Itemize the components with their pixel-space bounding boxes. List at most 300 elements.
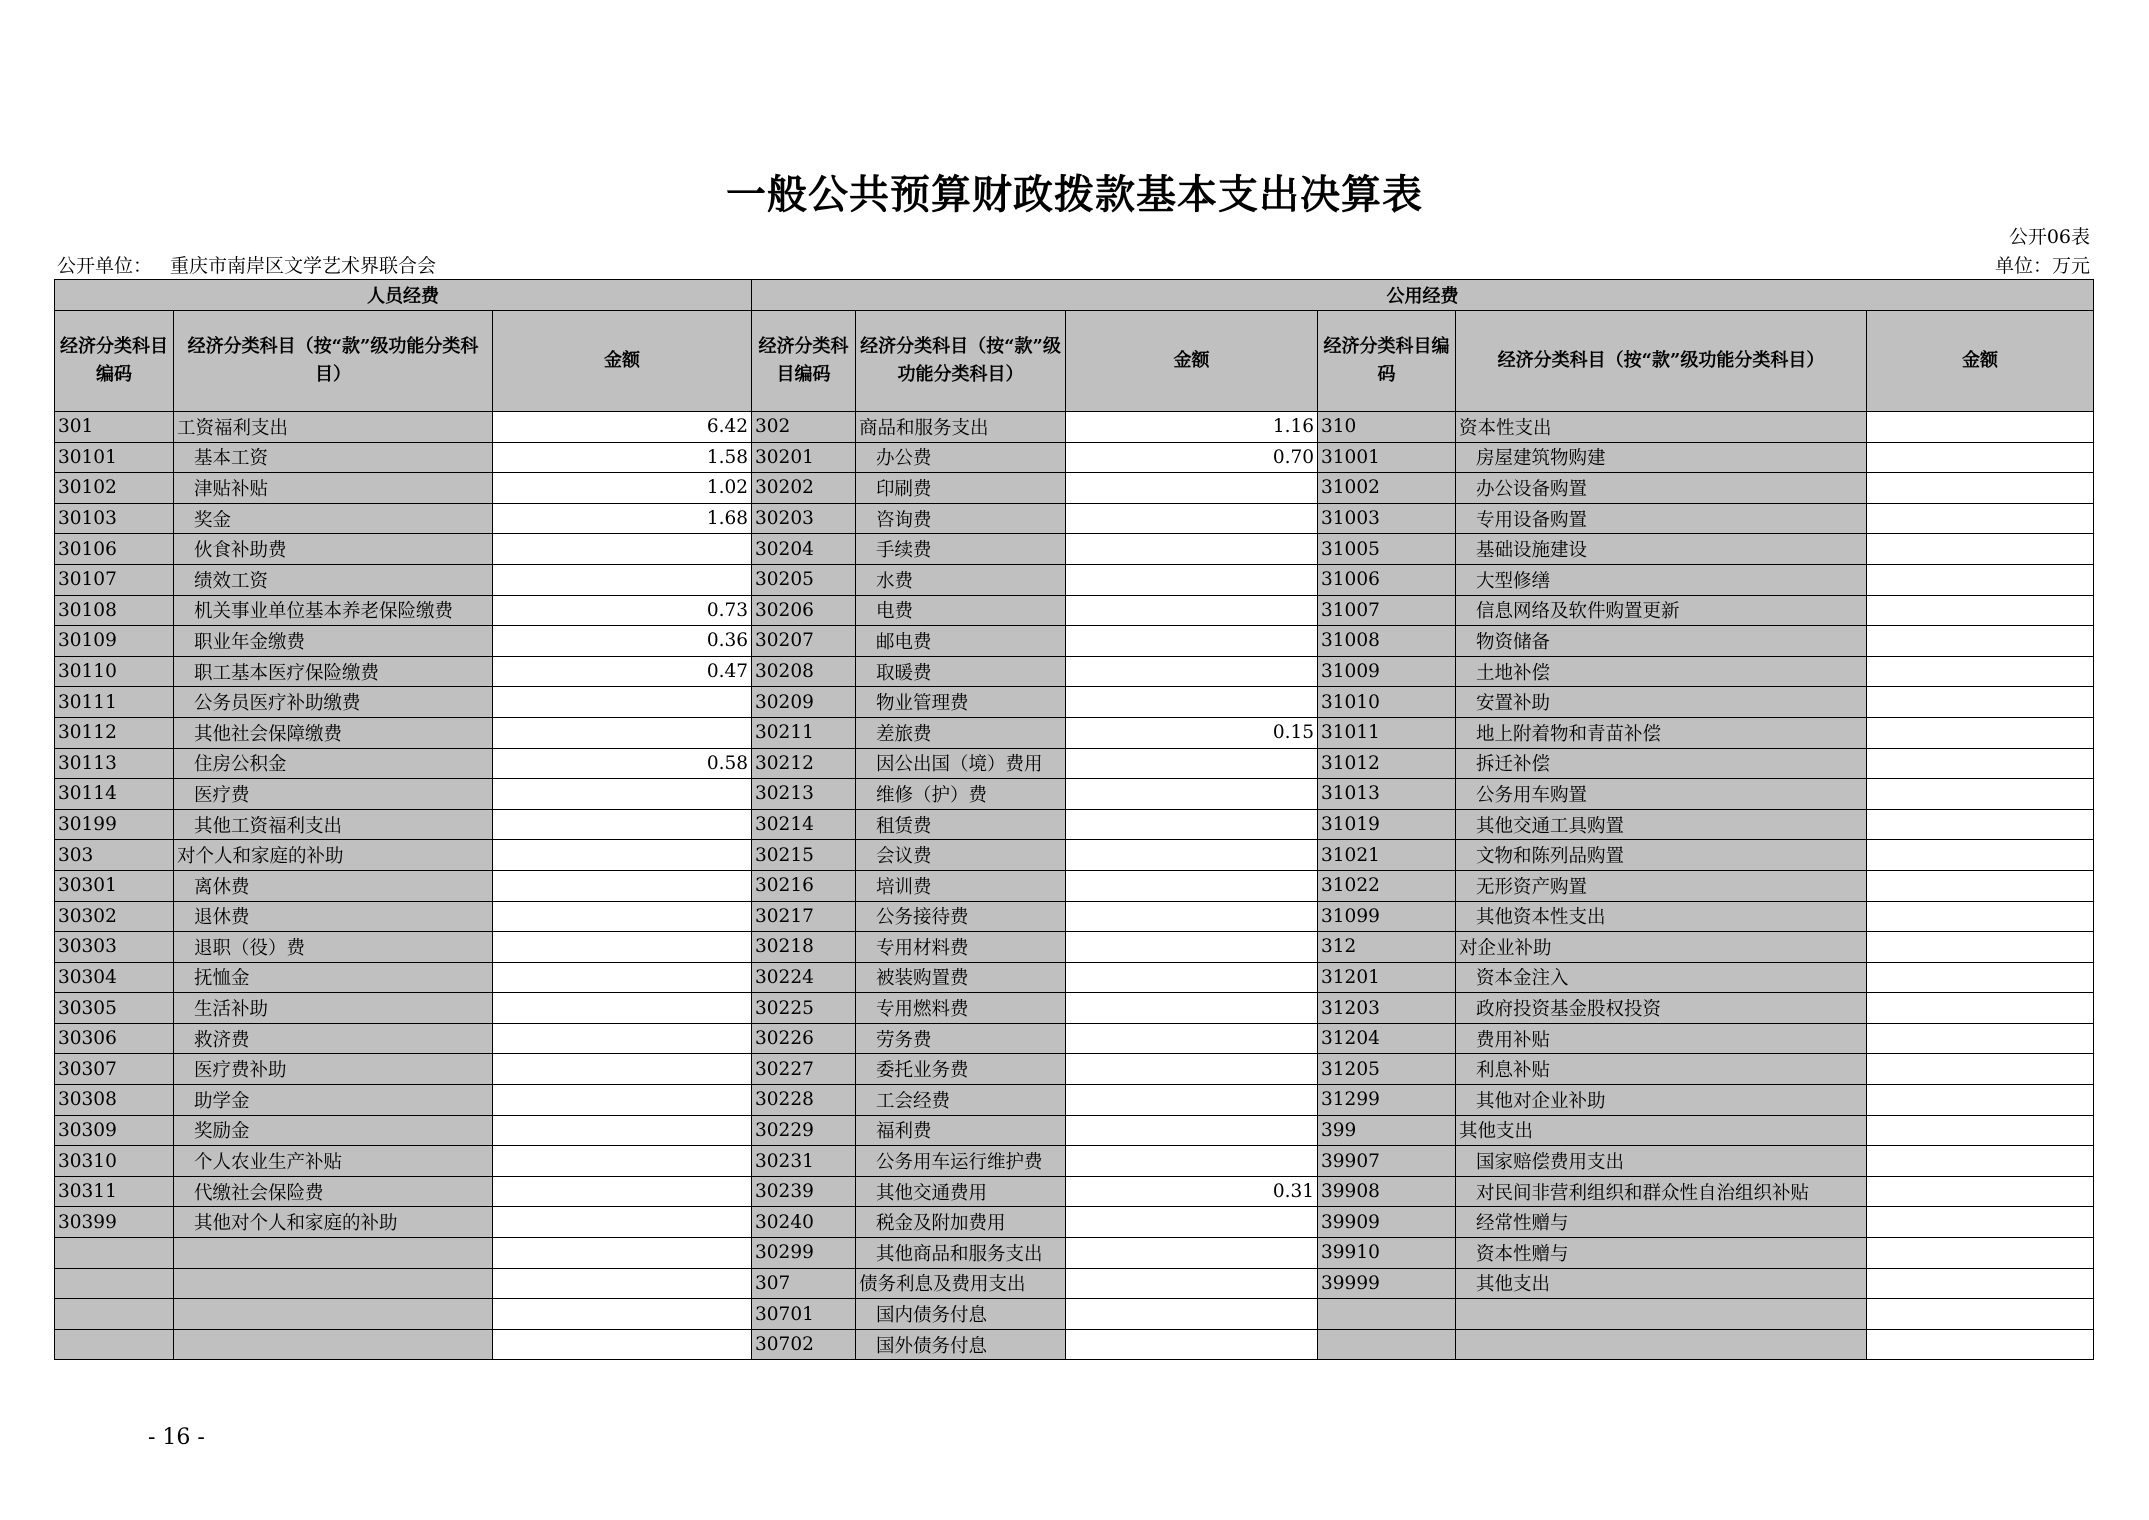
table-row	[55, 595, 2094, 626]
code-cell: 30224	[752, 962, 856, 993]
item-name-cell: 抚恤金	[174, 962, 493, 993]
item-name-cell	[174, 1329, 493, 1360]
amount-cell: 0.47	[493, 656, 752, 687]
amount-cell	[1867, 1207, 2094, 1238]
item-name-cell: 职业年金缴费	[174, 626, 493, 657]
amount-cell	[1066, 473, 1318, 504]
item-name-cell: 公务用车购置	[1456, 779, 1867, 810]
code-cell: 30206	[752, 595, 856, 626]
table-row	[55, 687, 2094, 718]
code-cell: 31205	[1318, 1054, 1456, 1085]
item-name-cell: 委托业务费	[856, 1054, 1066, 1085]
code-cell: 31021	[1318, 840, 1456, 871]
amount-cell	[1867, 1238, 2094, 1269]
item-name-cell: 奖金	[174, 503, 493, 534]
amount-cell	[493, 901, 752, 932]
item-name-cell: 房屋建筑物购建	[1456, 442, 1867, 473]
code-cell: 39910	[1318, 1238, 1456, 1269]
code-cell: 31002	[1318, 473, 1456, 504]
code-cell: 31005	[1318, 534, 1456, 565]
item-name-cell: 其他社会保障缴费	[174, 717, 493, 748]
code-cell: 30217	[752, 901, 856, 932]
item-name-cell: 其他资本性支出	[1456, 901, 1867, 932]
item-name-cell: 其他交通工具购置	[1456, 809, 1867, 840]
col-header-amount: 金额	[493, 311, 752, 412]
amount-cell	[1066, 595, 1318, 626]
item-name-cell: 印刷费	[856, 473, 1066, 504]
amount-cell	[493, 1299, 752, 1330]
item-name-cell: 维修（护）费	[856, 779, 1066, 810]
unit-label: 公开单位：	[57, 255, 153, 277]
amount-cell	[1867, 442, 2094, 473]
code-cell	[55, 1238, 174, 1269]
amount-cell	[493, 1329, 752, 1360]
item-name-cell: 专用燃料费	[856, 993, 1066, 1024]
item-name-cell: 公务用车运行维护费	[856, 1146, 1066, 1177]
item-name-cell: 对民间非营利组织和群众性自治组织补贴	[1456, 1176, 1867, 1207]
code-cell: 30214	[752, 809, 856, 840]
page-number: - 16 -	[148, 1425, 205, 1450]
amount-cell	[493, 1023, 752, 1054]
item-name-cell: 住房公积金	[174, 748, 493, 779]
amount-cell	[1066, 1299, 1318, 1330]
item-name-cell: 其他交通费用	[856, 1176, 1066, 1207]
amount-cell	[1867, 809, 2094, 840]
amount-cell	[493, 1085, 752, 1116]
code-cell: 30204	[752, 534, 856, 565]
item-name-cell: 取暖费	[856, 656, 1066, 687]
code-cell: 30701	[752, 1299, 856, 1330]
amount-cell: 0.15	[1066, 717, 1318, 748]
item-name-cell: 培训费	[856, 870, 1066, 901]
code-cell: 30106	[55, 534, 174, 565]
item-name-cell: 退休费	[174, 901, 493, 932]
table-row	[55, 1176, 2094, 1207]
item-name-cell: 税金及附加费用	[856, 1207, 1066, 1238]
amount-cell	[1867, 1023, 2094, 1054]
table-row	[55, 717, 2094, 748]
code-cell: 31001	[1318, 442, 1456, 473]
amount-cell	[1867, 412, 2094, 443]
table-row	[55, 1023, 2094, 1054]
item-name-cell: 电费	[856, 595, 1066, 626]
item-name-cell: 基本工资	[174, 442, 493, 473]
amount-cell	[1066, 1115, 1318, 1146]
item-name-cell	[174, 1268, 493, 1299]
code-cell: 30308	[55, 1085, 174, 1116]
table-row	[55, 748, 2094, 779]
item-name-cell: 奖励金	[174, 1115, 493, 1146]
amount-cell	[1867, 534, 2094, 565]
code-cell: 30399	[55, 1207, 174, 1238]
item-name-cell: 资本性赠与	[1456, 1238, 1867, 1269]
col-header-code: 经济分类科目编码	[1318, 311, 1456, 412]
code-cell: 31013	[1318, 779, 1456, 810]
item-name-cell: 资本金注入	[1456, 962, 1867, 993]
code-cell: 30229	[752, 1115, 856, 1146]
code-cell: 31203	[1318, 993, 1456, 1024]
amount-cell: 0.31	[1066, 1176, 1318, 1207]
col-header-name: 经济分类科目（按“款”级功能分类科目）	[174, 311, 493, 412]
code-cell: 30208	[752, 656, 856, 687]
item-name-cell: 差旅费	[856, 717, 1066, 748]
code-cell: 39908	[1318, 1176, 1456, 1207]
item-name-cell: 福利费	[856, 1115, 1066, 1146]
code-cell: 30301	[55, 870, 174, 901]
item-name-cell: 个人农业生产补贴	[174, 1146, 493, 1177]
code-cell: 31299	[1318, 1085, 1456, 1116]
amount-cell	[493, 1054, 752, 1085]
amount-cell	[1066, 1085, 1318, 1116]
amount-cell	[1066, 748, 1318, 779]
item-name-cell: 对个人和家庭的补助	[174, 840, 493, 871]
amount-cell: 0.70	[1066, 442, 1318, 473]
table-row	[55, 534, 2094, 565]
amount-cell	[1066, 1238, 1318, 1269]
code-cell: 310	[1318, 412, 1456, 443]
code-cell: 30218	[752, 932, 856, 963]
code-cell: 31099	[1318, 901, 1456, 932]
amount-cell	[1867, 1054, 2094, 1085]
code-cell: 31201	[1318, 962, 1456, 993]
code-cell: 30209	[752, 687, 856, 718]
amount-cell	[1066, 1146, 1318, 1177]
item-name-cell: 其他对个人和家庭的补助	[174, 1207, 493, 1238]
code-cell: 39909	[1318, 1207, 1456, 1238]
table-row	[55, 962, 2094, 993]
item-name-cell: 被装购置费	[856, 962, 1066, 993]
item-name-cell: 救济费	[174, 1023, 493, 1054]
item-name-cell: 地上附着物和青苗补偿	[1456, 717, 1867, 748]
table-row	[55, 840, 2094, 871]
unit-name: 重庆市南岸区文学艺术界联合会	[170, 255, 437, 277]
item-name-cell: 商品和服务支出	[856, 412, 1066, 443]
item-name-cell: 安置补助	[1456, 687, 1867, 718]
amount-cell	[493, 870, 752, 901]
table-row	[55, 442, 2094, 473]
code-cell: 301	[55, 412, 174, 443]
code-cell: 30311	[55, 1176, 174, 1207]
item-name-cell	[1456, 1299, 1867, 1330]
amount-cell	[493, 1238, 752, 1269]
amount-cell: 0.36	[493, 626, 752, 657]
item-name-cell: 会议费	[856, 840, 1066, 871]
amount-cell	[493, 840, 752, 871]
code-cell: 30215	[752, 840, 856, 871]
code-cell: 30299	[752, 1238, 856, 1269]
code-cell: 30225	[752, 993, 856, 1024]
amount-cell	[493, 962, 752, 993]
amount-cell	[1867, 687, 2094, 718]
amount-cell	[1066, 534, 1318, 565]
code-cell: 30102	[55, 473, 174, 504]
table-row	[55, 809, 2094, 840]
code-cell: 30216	[752, 870, 856, 901]
item-name-cell: 无形资产购置	[1456, 870, 1867, 901]
amount-cell: 0.73	[493, 595, 752, 626]
table-row	[55, 1054, 2094, 1085]
code-cell: 31003	[1318, 503, 1456, 534]
code-cell: 30305	[55, 993, 174, 1024]
code-cell: 30309	[55, 1115, 174, 1146]
col-header-code: 经济分类科目编码	[55, 311, 174, 412]
amount-cell	[1066, 564, 1318, 595]
item-name-cell: 政府投资基金股权投资	[1456, 993, 1867, 1024]
amount-cell	[1066, 503, 1318, 534]
code-cell: 30211	[752, 717, 856, 748]
code-cell: 30114	[55, 779, 174, 810]
amount-cell	[1066, 687, 1318, 718]
amount-cell	[1867, 1176, 2094, 1207]
amount-cell	[493, 993, 752, 1024]
personnel-expense-header: 人员经费	[55, 280, 752, 311]
currency-unit: 单位：万元	[1994, 255, 2090, 277]
col-header-amount: 金额	[1867, 311, 2094, 412]
amount-cell	[1867, 993, 2094, 1024]
amount-cell	[1066, 1023, 1318, 1054]
code-cell: 30304	[55, 962, 174, 993]
code-cell	[55, 1268, 174, 1299]
item-name-cell: 拆迁补偿	[1456, 748, 1867, 779]
code-cell: 30212	[752, 748, 856, 779]
code-cell: 30103	[55, 503, 174, 534]
code-cell: 30201	[752, 442, 856, 473]
item-name-cell: 其他商品和服务支出	[856, 1238, 1066, 1269]
item-name-cell: 公务员医疗补助缴费	[174, 687, 493, 718]
amount-cell	[1066, 870, 1318, 901]
item-name-cell: 医疗费	[174, 779, 493, 810]
item-name-cell: 国内债务付息	[856, 1299, 1066, 1330]
item-name-cell: 离休费	[174, 870, 493, 901]
item-name-cell: 因公出国（境）费用	[856, 748, 1066, 779]
amount-cell: 1.16	[1066, 412, 1318, 443]
code-cell: 30303	[55, 932, 174, 963]
table-row	[55, 1299, 2094, 1330]
item-name-cell: 信息网络及软件购置更新	[1456, 595, 1867, 626]
item-name-cell: 国家赔偿费用支出	[1456, 1146, 1867, 1177]
amount-cell	[1867, 748, 2094, 779]
reporting-unit	[57, 251, 436, 278]
col-header-code: 经济分类科目编码	[752, 311, 856, 412]
amount-cell	[1066, 932, 1318, 963]
item-name-cell: 其他支出	[1456, 1268, 1867, 1299]
item-name-cell: 公务接待费	[856, 901, 1066, 932]
amount-cell	[493, 1207, 752, 1238]
code-cell	[1318, 1299, 1456, 1330]
item-name-cell: 国外债务付息	[856, 1329, 1066, 1360]
table-row	[55, 870, 2094, 901]
amount-cell	[1066, 779, 1318, 810]
code-cell: 30306	[55, 1023, 174, 1054]
item-name-cell: 经常性赠与	[1456, 1207, 1867, 1238]
page-title: 一般公共预算财政拨款基本支出决算表	[726, 171, 1423, 218]
code-cell: 302	[752, 412, 856, 443]
item-name-cell: 办公费	[856, 442, 1066, 473]
amount-cell	[1867, 1268, 2094, 1299]
amount-cell	[1867, 870, 2094, 901]
table-row	[55, 1329, 2094, 1360]
amount-cell	[1066, 840, 1318, 871]
code-cell: 30239	[752, 1176, 856, 1207]
code-cell: 312	[1318, 932, 1456, 963]
amount-cell	[1867, 1299, 2094, 1330]
amount-cell	[1867, 779, 2094, 810]
code-cell: 31009	[1318, 656, 1456, 687]
amount-cell	[1066, 809, 1318, 840]
amount-cell	[1066, 962, 1318, 993]
code-cell: 30302	[55, 901, 174, 932]
item-name-cell: 生活补助	[174, 993, 493, 1024]
code-cell: 30307	[55, 1054, 174, 1085]
amount-cell	[1066, 1054, 1318, 1085]
amount-cell	[493, 717, 752, 748]
amount-cell	[1066, 993, 1318, 1024]
item-name-cell: 办公设备购置	[1456, 473, 1867, 504]
table-row	[55, 901, 2094, 932]
item-name-cell	[174, 1238, 493, 1269]
table-row	[55, 1085, 2094, 1116]
table-row	[55, 932, 2094, 963]
amount-cell	[1867, 1146, 2094, 1177]
table-row	[55, 412, 2094, 443]
amount-cell	[1066, 901, 1318, 932]
code-cell: 31011	[1318, 717, 1456, 748]
amount-cell: 1.58	[493, 442, 752, 473]
amount-cell	[1867, 473, 2094, 504]
item-name-cell: 其他工资福利支出	[174, 809, 493, 840]
expenditure-table	[54, 279, 2094, 1360]
code-cell: 303	[55, 840, 174, 871]
amount-cell: 1.02	[493, 473, 752, 504]
amount-cell	[1867, 901, 2094, 932]
code-cell: 30240	[752, 1207, 856, 1238]
amount-cell	[1066, 1207, 1318, 1238]
table-row	[55, 993, 2094, 1024]
item-name-cell: 物资储备	[1456, 626, 1867, 657]
table-row	[55, 503, 2094, 534]
item-name-cell: 咨询费	[856, 503, 1066, 534]
item-name-cell: 机关事业单位基本养老保险缴费	[174, 595, 493, 626]
amount-cell	[1066, 1329, 1318, 1360]
amount-cell	[493, 687, 752, 718]
code-cell: 31012	[1318, 748, 1456, 779]
item-name-cell: 资本性支出	[1456, 412, 1867, 443]
amount-cell	[493, 779, 752, 810]
amount-cell	[493, 564, 752, 595]
code-cell: 30202	[752, 473, 856, 504]
code-cell: 30203	[752, 503, 856, 534]
item-name-cell: 津贴补贴	[174, 473, 493, 504]
amount-cell	[1867, 626, 2094, 657]
code-cell: 31010	[1318, 687, 1456, 718]
item-name-cell: 职工基本医疗保险缴费	[174, 656, 493, 687]
code-cell: 30702	[752, 1329, 856, 1360]
code-cell: 30108	[55, 595, 174, 626]
item-name-cell: 医疗费补助	[174, 1054, 493, 1085]
code-cell: 31204	[1318, 1023, 1456, 1054]
amount-cell	[493, 809, 752, 840]
code-cell: 30111	[55, 687, 174, 718]
amount-cell	[1867, 564, 2094, 595]
table-row	[55, 564, 2094, 595]
table-row	[55, 626, 2094, 657]
code-cell	[55, 1329, 174, 1360]
amount-cell	[1066, 656, 1318, 687]
code-cell: 30207	[752, 626, 856, 657]
table-row	[55, 779, 2094, 810]
col-header-name: 经济分类科目（按“款”级功能分类科目）	[1456, 311, 1867, 412]
item-name-cell: 物业管理费	[856, 687, 1066, 718]
item-name-cell: 专用设备购置	[1456, 503, 1867, 534]
code-cell: 30226	[752, 1023, 856, 1054]
item-name-cell: 土地补偿	[1456, 656, 1867, 687]
code-cell	[1318, 1329, 1456, 1360]
item-name-cell: 文物和陈列品购置	[1456, 840, 1867, 871]
amount-cell	[1867, 932, 2094, 963]
amount-cell	[493, 1115, 752, 1146]
table-row	[55, 473, 2094, 504]
code-cell: 31008	[1318, 626, 1456, 657]
amount-cell	[1867, 717, 2094, 748]
code-cell	[55, 1299, 174, 1330]
item-name-cell: 绩效工资	[174, 564, 493, 595]
code-cell: 39907	[1318, 1146, 1456, 1177]
public-expense-header: 公用经费	[752, 280, 2094, 311]
code-cell: 30107	[55, 564, 174, 595]
table-row	[55, 1207, 2094, 1238]
code-cell: 31022	[1318, 870, 1456, 901]
item-name-cell: 其他支出	[1456, 1115, 1867, 1146]
amount-cell	[1867, 656, 2094, 687]
table-row	[55, 1268, 2094, 1299]
item-name-cell: 退职（役）费	[174, 932, 493, 963]
amount-cell	[493, 534, 752, 565]
item-name-cell: 工资福利支出	[174, 412, 493, 443]
amount-cell	[1867, 962, 2094, 993]
item-name-cell: 其他对企业补助	[1456, 1085, 1867, 1116]
table-row	[55, 656, 2094, 687]
item-name-cell: 大型修缮	[1456, 564, 1867, 595]
amount-cell	[1066, 1268, 1318, 1299]
code-cell: 30109	[55, 626, 174, 657]
amount-cell	[1867, 595, 2094, 626]
code-cell: 31007	[1318, 595, 1456, 626]
amount-cell	[1867, 1085, 2094, 1116]
code-cell: 307	[752, 1268, 856, 1299]
amount-cell: 6.42	[493, 412, 752, 443]
amount-cell	[493, 1176, 752, 1207]
item-name-cell: 手续费	[856, 534, 1066, 565]
code-cell: 30110	[55, 656, 174, 687]
code-cell: 30213	[752, 779, 856, 810]
amount-cell	[493, 1268, 752, 1299]
amount-cell	[1867, 840, 2094, 871]
item-name-cell	[1456, 1329, 1867, 1360]
code-cell: 30231	[752, 1146, 856, 1177]
item-name-cell: 邮电费	[856, 626, 1066, 657]
amount-cell	[1066, 626, 1318, 657]
table-row	[55, 1115, 2094, 1146]
code-cell: 30199	[55, 809, 174, 840]
amount-cell	[1867, 1115, 2094, 1146]
item-name-cell: 劳务费	[856, 1023, 1066, 1054]
item-name-cell: 伙食补助费	[174, 534, 493, 565]
item-name-cell: 助学金	[174, 1085, 493, 1116]
code-cell: 30310	[55, 1146, 174, 1177]
amount-cell	[1867, 1329, 2094, 1360]
code-cell: 30227	[752, 1054, 856, 1085]
amount-cell: 1.68	[493, 503, 752, 534]
